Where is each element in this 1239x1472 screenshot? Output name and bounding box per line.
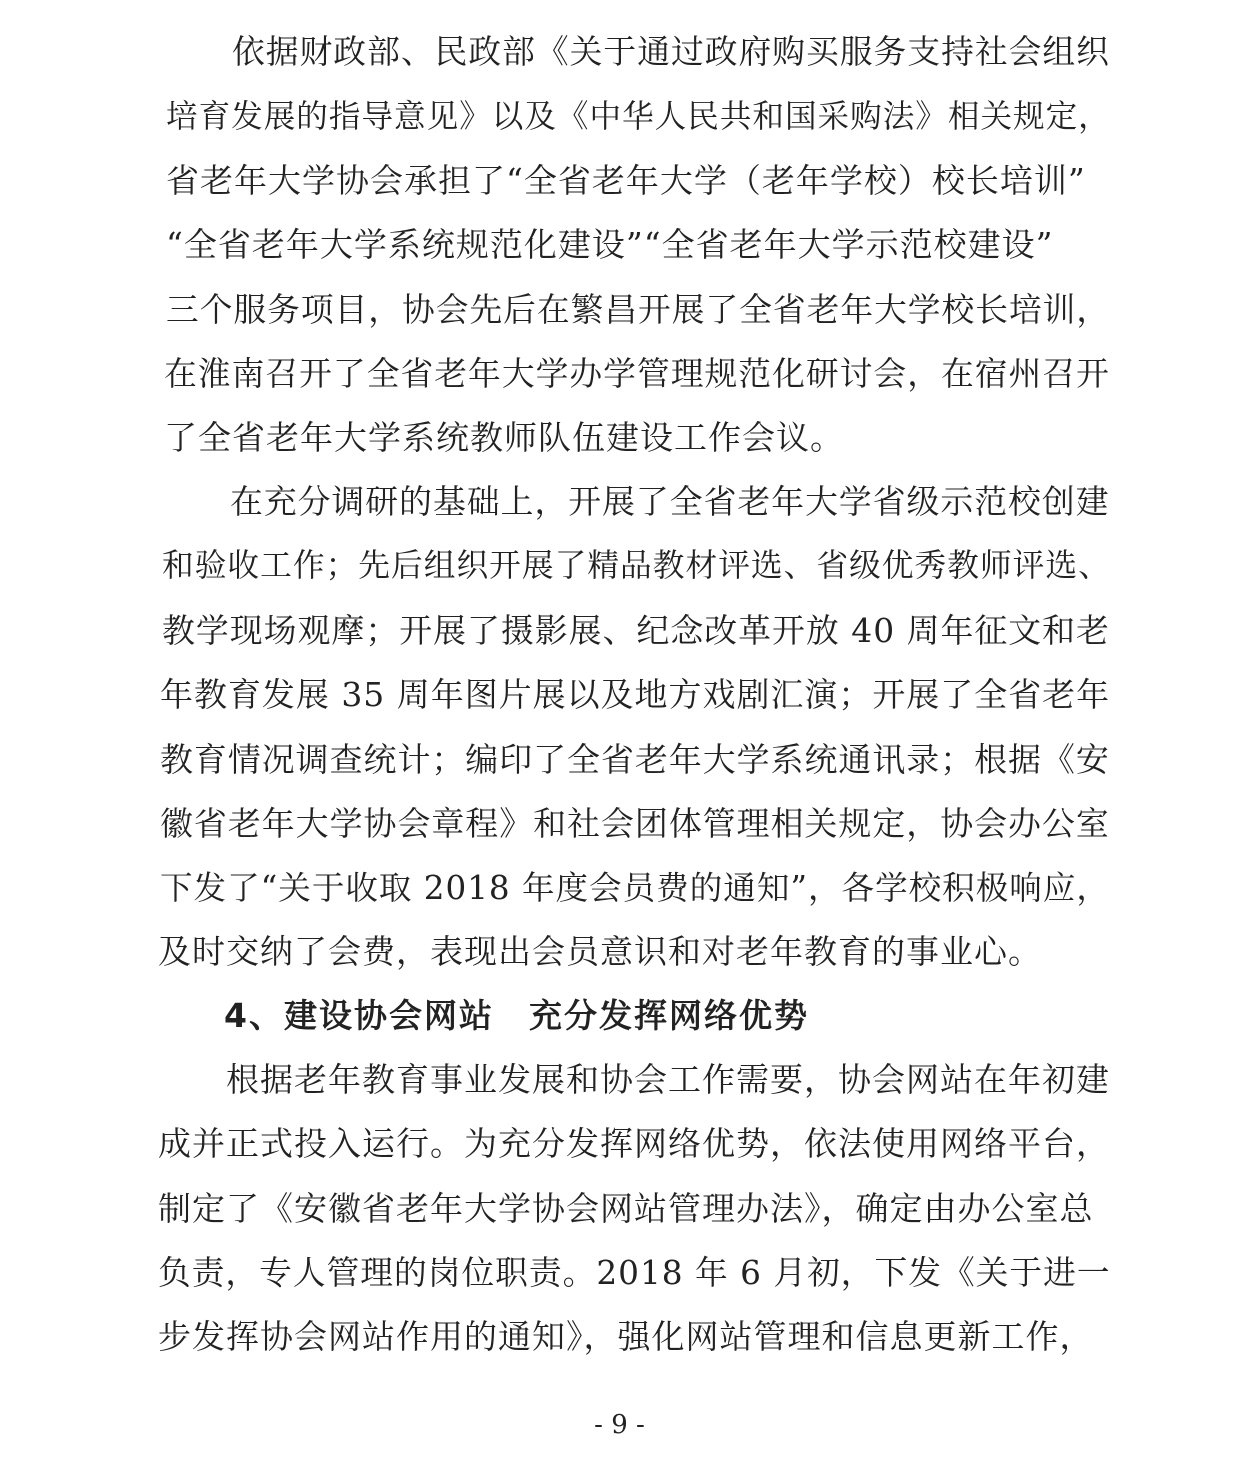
text-line: 了全省老年大学系统教师队伍建设工作会议。 — [164, 418, 844, 457]
text-line: 培育发展的指导意见》以及《中华人民共和国采购法》相关规定， — [166, 99, 1111, 135]
text-line: 成并正式投入运行。为充分发挥网络优势，依法使用网络平台， — [158, 1124, 1110, 1163]
text-line: 教学现场观摩；开展了摄影展、纪念改革开放 40 周年征文和老 — [162, 611, 1110, 650]
text-line: 教育情况调查统计；编印了全省老年大学系统通讯录；根据《安 — [160, 740, 1110, 779]
text-line: 省老年大学协会承担了“全省老年大学（老年学校）校长培训” — [166, 161, 1086, 200]
section-heading: 4、建设协会网站 充分发挥网络优势 — [224, 996, 809, 1035]
text-line: 及时交纳了会费，表现出会员意识和对老年教育的事业心。 — [158, 932, 1042, 971]
text-line: 根据老年教育事业发展和协会工作需要，协会网站在年初建 — [226, 1060, 1110, 1099]
page-number: - 9 - — [594, 1410, 645, 1440]
text-line: 在淮南召开了全省老年大学办学管理规范化研讨会，在宿州召开 — [164, 355, 1110, 393]
text-line: 和验收工作；先后组织开展了精品教材评选、省级优秀教师评选、 — [162, 548, 1111, 584]
text-line: 年教育发展 35 周年图片展以及地方戏剧汇演；开展了全省老年 — [160, 675, 1111, 714]
text-line: “全省老年大学系统规范化建设”“全省老年大学示范校建设” — [166, 225, 1054, 264]
text-line: 负责，专人管理的岗位职责。2018 年 6 月初，下发《关于进一 — [158, 1254, 1111, 1292]
text-line: 依据财政部、民政部《关于通过政府购买服务支持社会组织 — [232, 33, 1110, 71]
text-line: 下发了“关于收取 2018 年度会员费的通知”，各学校积极响应， — [160, 869, 1110, 907]
text-line: 步发挥协会网站作用的通知》，强化网站管理和信息更新工作， — [158, 1317, 1094, 1356]
text-line: 制定了《安徽省老年大学协会网站管理办法》，确定由办公室总 — [158, 1189, 1094, 1228]
text-line: 三个服务项目，协会先后在繁昌开展了全省老年大学校长培训， — [166, 291, 1111, 329]
text-line: 徽省老年大学协会章程》和社会团体管理相关规定，协会办公室 — [160, 804, 1110, 843]
text-line: 在充分调研的基础上，开展了全省老年大学省级示范校创建 — [230, 483, 1110, 521]
